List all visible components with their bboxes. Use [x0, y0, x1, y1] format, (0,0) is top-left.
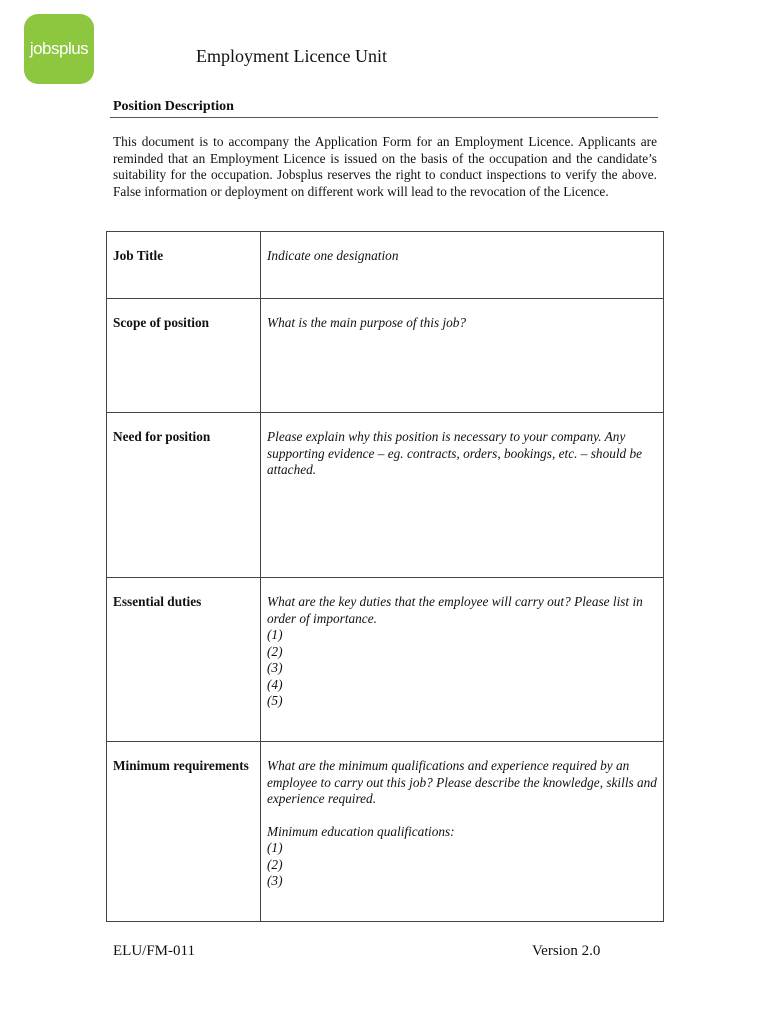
intro-paragraph: This document is to accompany the Application Form for an Employment Licence. Applicants are reminded that an Employment Licence is issued on the basis of the occupation and the candidate’s suitability for the occupation. Jobsplus reserves the right to conduct inspections to verify the above. False information or deployment on different work will lead to the revocation of the Licence. — [113, 134, 657, 199]
logo-text: jobsplus — [29, 39, 89, 58]
scope-label: Scope of position — [107, 299, 261, 413]
need-prompt: Please explain why this position is necessary to your company. Any supporting evidence – eg. contracts, orders, bookings, etc. – should be attached. — [267, 429, 643, 477]
page-title: Employment Licence Unit — [196, 46, 387, 66]
duties-item-5: (5) — [267, 693, 283, 708]
version-label: Version 2.0 — [532, 943, 601, 959]
row-minimum — [107, 742, 664, 922]
row-scope — [107, 299, 664, 413]
duties-item-3: (3) — [267, 660, 283, 675]
duties-item-2: (2) — [267, 643, 283, 659]
duties-label: Essential duties — [107, 578, 261, 742]
education-item-2: (2) — [267, 856, 283, 872]
need-label: Need for position — [107, 413, 261, 578]
row-job-title — [107, 232, 664, 299]
minimum-prompt: What are the minimum qualifications and experience required by an employee to carry out this job? Please describe the knowledge, skills and experience required. — [267, 758, 657, 806]
row-need — [107, 413, 664, 578]
minimum-field[interactable] — [261, 742, 664, 922]
position-description-table — [106, 231, 664, 922]
job-title-prompt: Indicate one designation — [267, 248, 399, 263]
job-title-field[interactable] — [261, 232, 664, 299]
duties-prompt: What are the key duties that the employee will carry out? Please list in order of importance. — [267, 594, 643, 626]
duties-item-4: (4) — [267, 676, 283, 692]
minimum-label: Minimum requirements — [107, 742, 261, 922]
education-item-1: (1) — [267, 840, 283, 855]
need-field[interactable] — [261, 413, 664, 578]
education-label: Minimum education qualifications: — [267, 823, 455, 839]
education-item-3: (3) — [267, 873, 283, 888]
spacer — [267, 808, 657, 824]
jobsplus-logo — [24, 14, 94, 84]
row-duties — [107, 578, 664, 742]
duties-field[interactable] — [261, 578, 664, 742]
scope-field[interactable] — [261, 299, 664, 413]
scope-prompt: What is the main purpose of this job? — [267, 315, 467, 330]
duties-item-1: (1) — [267, 627, 283, 642]
job-title-label: Job Title — [107, 232, 261, 299]
heading-divider — [110, 117, 658, 118]
section-heading: Position Description — [113, 99, 234, 114]
form-code: ELU/FM-011 — [113, 943, 195, 959]
